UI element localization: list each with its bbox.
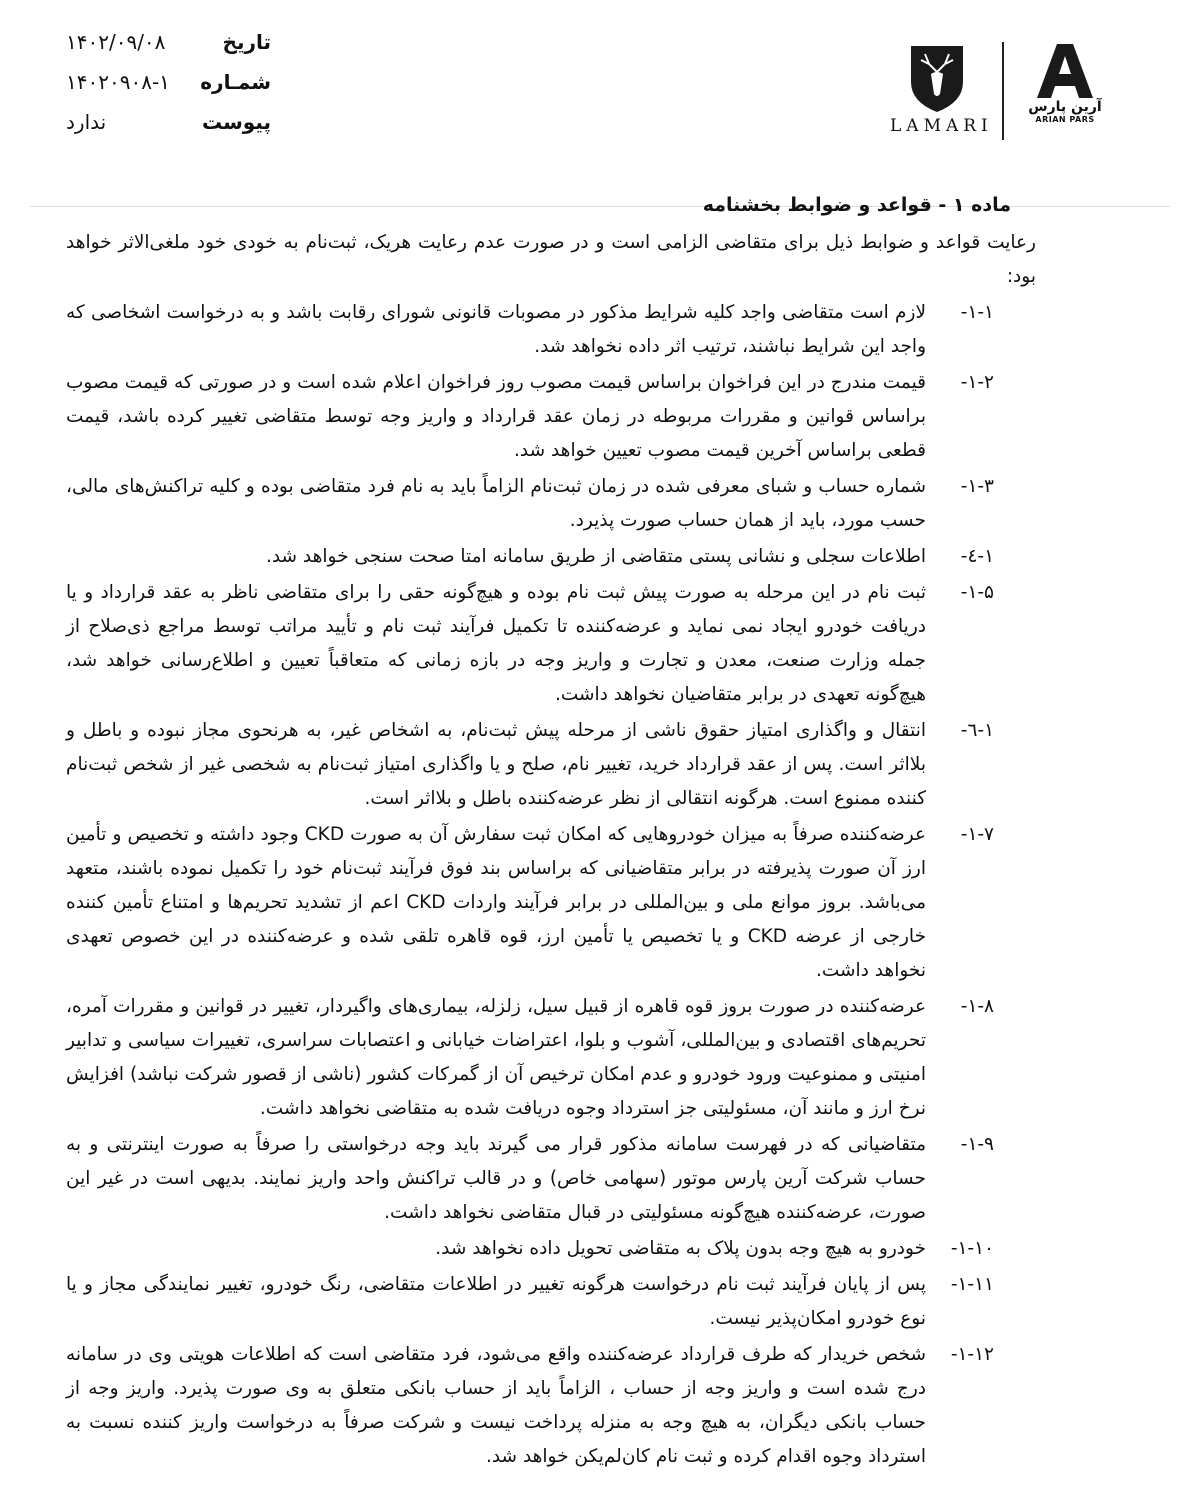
logo-divider bbox=[1002, 42, 1004, 140]
article-title: ماده ۱ - قواعد و ضوابط بخشنامه bbox=[702, 194, 1011, 216]
clause-text: پس از پایان فرآیند ثبت نام درخواست هرگونه تغییر در اطلاعات متقاضی، رنگ خودرو، تغییر نمایندگی مجاز و یا نوع خودرو امکان‌پذیر نیست. bbox=[66, 1274, 926, 1329]
number-label: شمـاره bbox=[200, 70, 271, 94]
clause-text: اطلاعات سجلی و نشانی پستی متقاضی از طریق سامانه امتا صحت سنجی خواهد شد. bbox=[265, 546, 926, 567]
article-body bbox=[66, 190, 1036, 1476]
arian-fa-wordmark: آرین پارس bbox=[1028, 99, 1102, 115]
clause-number: ۱-۱۲- bbox=[950, 1344, 994, 1365]
clause-item bbox=[66, 576, 1036, 712]
clause-text: متقاضیانی که در فهرست سامانه مذکور قرار می گیرند باید وجه درخواستی را صرفاً به صورت اینترنتی و به حساب شرکت آرین پارس موتور (سهامی خاص) و در قالب تراکنش واحد واریز نمایند. بدیهی است در غیر این صورت، عرضه‌کننده هیچ‌گونه مسئولیتی در قبال متقاضی نخواهد داشت. bbox=[66, 1134, 926, 1223]
clause-number: ۱-۳- bbox=[960, 476, 994, 497]
clause-number: ۱-٤- bbox=[960, 546, 994, 567]
clause-item bbox=[66, 470, 1036, 538]
clause-text: شخص خریدار که طرف قرارداد عرضه‌کننده واقع می‌شود، فرد متقاضی است که اطلاعات هویتی وی در سامانه درج شده است و واریز وجه از حساب ، الزاماً باید از حساب بانکی متعلق به وی صورت پذیرد. واریز وجه از حساب بانکی دیگران، به هیچ وجه به منزله پرداخت نیست و شرکت صرفاً به درخواست واریز کننده نسبت به استرداد وجوه اقدام کرده و ثبت نام کان‌لم‌یکن خواهد شد. bbox=[66, 1344, 926, 1467]
attachment-label: پیوست bbox=[201, 110, 271, 134]
clause-item bbox=[66, 366, 1036, 468]
date-row bbox=[66, 30, 286, 70]
clause-number: ۱-۵- bbox=[960, 582, 994, 603]
clause-text: قیمت مندرج در این فراخوان براساس قیمت مصوب روز فراخوان اعلام شده است و در صورتی که قیمت مصوب براساس قوانین و مقررات مربوطه در زمان عقد قرارداد و واریز وجه توسط متقاضی تغییر کرده باشد، قیمت قطعی براساس آخرین قیمت مصوب تعیین خواهد شد. bbox=[65, 372, 926, 461]
article-intro: رعایت قواعد و ضوابط ذیل برای متقاضی الزامی است و در صورت عدم رعایت هریک، ثبت‌نام به خودی خود ملغی‌الاثر خواهد بود: bbox=[66, 232, 1036, 287]
date-value: ۱۴۰۲/۰۹/۰۸ bbox=[66, 30, 166, 54]
attachment-value: ندارد bbox=[66, 110, 107, 134]
clause-text: شماره حساب و شبای معرفی شده در زمان ثبت‌نام الزاماً باید به نام فرد متقاضی بوده و کلیه تراکنش‌های مالی، حسب مورد، باید از همان حساب صورت پذیرد. bbox=[66, 476, 926, 531]
clause-number: ۱-۱- bbox=[960, 302, 994, 323]
number-row bbox=[66, 70, 286, 110]
clause-text: ثبت نام در این مرحله به صورت پیش ثبت نام بوده و هیچ‌گونه حقی را برای متقاضی ناظر به عقد قرارداد و یا دریافت خودرو ایجاد نمی نماید و عرضه‌کننده تا تکمیل فرآیند ثبت نام و تأیید مراتب توسط مراجع ذی‌صلاح از جمله وزارت صنعت، معدن و تجارت و واریز وجه در بازه زمانی که متعاقباً تعیین و اطلاع‌رسانی خواهد شد، هیچ‌گونه تعهدی در برابر متقاضیان نخواهد داشت. bbox=[66, 582, 926, 705]
clause-item bbox=[66, 714, 1036, 816]
attachment-row bbox=[66, 110, 286, 150]
arian-pars-logo bbox=[1020, 42, 1110, 142]
clause-text: عرضه‌کننده در صورت بروز قوه قاهره از قبیل سیل، زلزله، بیماری‌های واگیردار، تغییر در قوانین و مقررات آمره، تحریم‌های اقتصادی و بین‌المللی، آشوب و بلوا، اعتراضات خیابانی و اعتصابات سراسری، تغییرات سیاسی و تدابیر امنیتی و ممنوعیت ورود خودرو و عدم امکان ترخیص آن از گمرکات کشور (ناشی از قصور شرکت نباشد) افزایش نرخ ارز و مانند آن، مسئولیتی جز استرداد وجوه دریافت شده به متقاضی نخواهد داشت. bbox=[66, 996, 926, 1119]
clause-item bbox=[66, 540, 1036, 574]
header-logos bbox=[890, 42, 1110, 142]
clause-item bbox=[66, 990, 1036, 1126]
clause-number: ۱-٦- bbox=[960, 720, 994, 741]
deer-shield-icon bbox=[907, 42, 967, 114]
lamari-wordmark: LAMARI bbox=[890, 116, 993, 136]
clause-item bbox=[66, 818, 1036, 988]
clause-item bbox=[66, 1268, 1036, 1336]
clause-item bbox=[66, 296, 1036, 364]
clause-number: ۱-۹- bbox=[960, 1134, 994, 1155]
clause-number: ۱-۲- bbox=[960, 372, 994, 393]
clause-text: لازم است متقاضی واجد کلیه شرایط مذکور در مصوبات قانونی شورای رقابت باشد و به درخواست اشخاصی که واجد این شرایط نباشند، ترتیب اثر داده نخواهد شد. bbox=[66, 302, 926, 357]
clause-number: ۱-۷- bbox=[960, 824, 994, 845]
clause-item bbox=[66, 1232, 1036, 1266]
arian-en-wordmark: ARIAN PARS bbox=[1035, 115, 1095, 124]
clause-text: انتقال و واگذاری امتیاز حقوق ناشی از مرحله پیش ثبت‌نام، به اشخاص غیر، به هرنحوی مجاز نبوده و باطل و بلااثر است. پس از عقد قرارداد خرید، تغییر نام، صلح و یا واگذاری امتیاز ثبت‌نام به شخصی غیر از شخص ثبت‌نام کننده ممنوع است. هرگونه انتقالی از نظر عرضه‌کننده باطل و بلااثر است. bbox=[66, 720, 926, 809]
clause-number: ۱-۸- bbox=[960, 996, 994, 1017]
clause-item bbox=[66, 1338, 1036, 1474]
clause-text: عرضه‌کننده صرفاً به میزان خودروهایی که امکان ثبت سفارش آن به صورت CKD وجود داشته و تخصیص و تأمین ارز آن صورت پذیرفته در برابر متقاضیانی که براساس بند فوق فرآیند ثبت‌نام خود را تکمیل نموده باشند، متعهد می‌باشد. بروز موانع ملی و بین‌المللی در برابر فرآیند واردات CKD اعم از تشدید تحریم‌ها و امتناع تأمین کننده خارجی از عرضه CKD و یا تخصیص یا تأمین ارز، قوه قاهره تلقی شده و عرضه‌کننده در این خصوص تعهدی نخواهد داشت. bbox=[66, 824, 927, 981]
letter-meta bbox=[66, 30, 286, 150]
arian-a-icon bbox=[1035, 42, 1095, 100]
clause-item bbox=[66, 1128, 1036, 1230]
date-label: تاریخ bbox=[222, 30, 271, 54]
lamari-logo bbox=[890, 42, 993, 142]
clause-number: ۱-۱۰- bbox=[950, 1238, 994, 1259]
clause-number: ۱-۱۱- bbox=[950, 1274, 994, 1295]
number-value: ۱۴۰۲۰۹۰۸-۱ bbox=[66, 70, 170, 94]
clause-text: خودرو به هیچ وجه بدون پلاک به متقاضی تحویل داده نخواهد شد. bbox=[435, 1238, 926, 1259]
